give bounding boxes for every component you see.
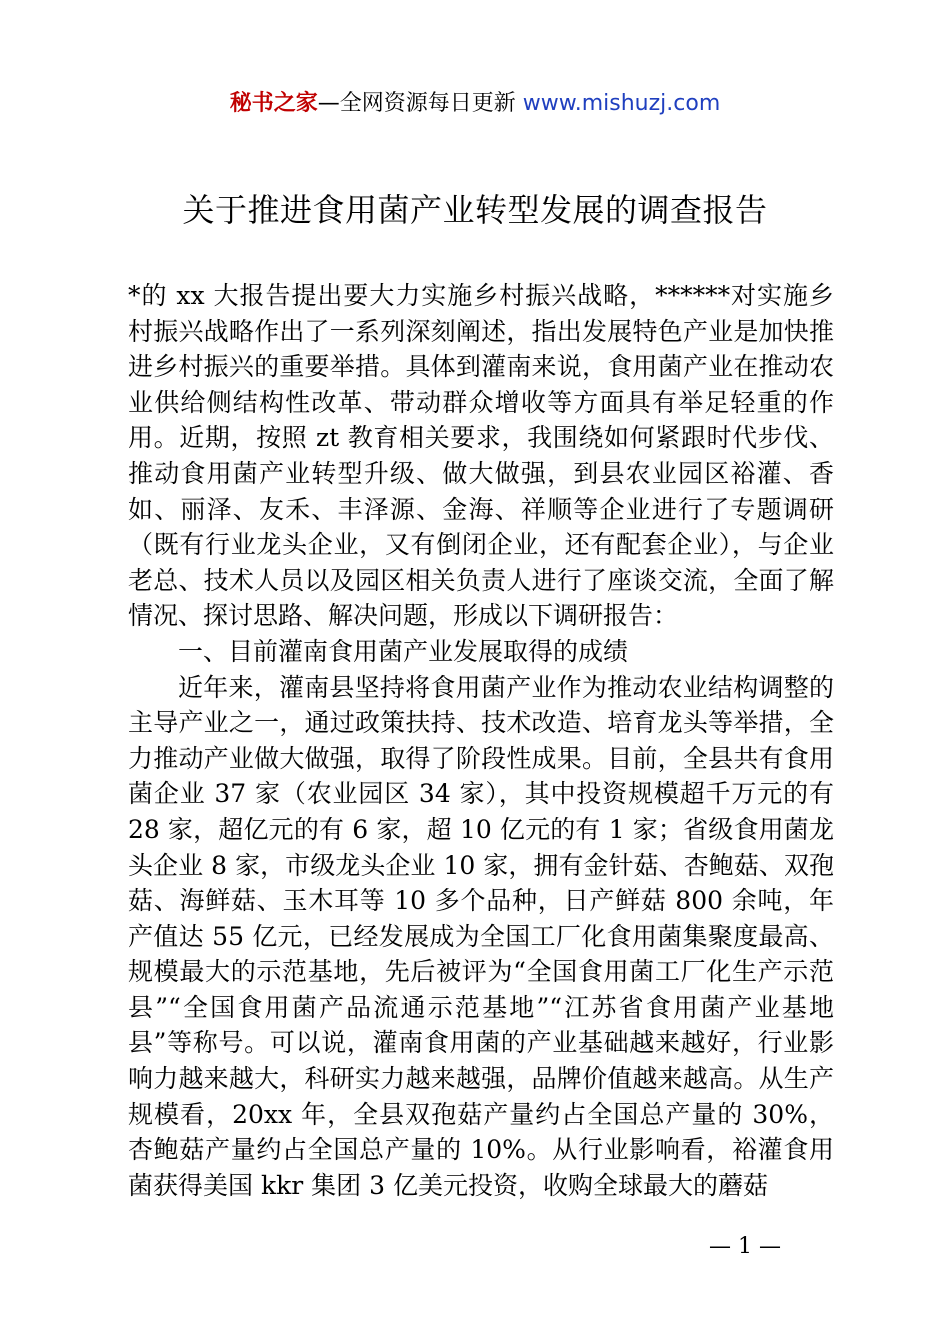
section-heading: 一、目前灌南食用菌产业发展取得的成绩 (178, 636, 629, 666)
body-paragraph: 近年来，灌南县坚持将食用菌产业作为推动农业结构调整的主导产业之一，通过政策扶持、技术改造、培育龙头等举措，全力推动产业做大做强，取得了阶段性成果。目前，全县共有食用菌企业 37 家（农业园区 34 家），其中投资规模超千万元的有 28 家，超亿元的有 6 家，超 10 亿元的有 1 家；省级食用菌龙头企业 8 家，市级龙头企业 10 家，拥有金针菇、杏鲍菇、双孢菇、海鲜菇、玉木耳等 10 多个品种，日产鲜菇 800 余吨，年产值达 55 亿元，已经发展成为全国工厂化食用菌集聚度最高、规模最大的示范基地，先后被评为“全国食用菌工厂化生产示范县”“全国食用菌产品流通示范基地”“江苏省食用菌产业基地县”等称号。可以说，灌南食用菌的产业基础越来越好，行业影响力越来越大，科研实力越来越强，品牌价值越来越高。从生产规模看，20xx 年，全县双孢菇产量约占全国总产量的 30%，杏鲍菇产量约占全国总产量的 10%。从行业影响看，裕灌食用菌获得美国 kkr 集团 3 亿美元投资，收购全球最大的蘑菇 (128, 672, 834, 1200)
site-watermark (0, 88, 950, 120)
watermark-tagline: —全网资源每日更新 (317, 91, 523, 116)
document-body (128, 278, 834, 1203)
document-title: 关于推进食用菌产业转型发展的调查报告 (182, 191, 768, 229)
page-number: — 1 — (709, 1234, 781, 1259)
watermark-url[interactable]: www.mishuzj.com (522, 91, 721, 116)
intro-paragraph: *的 xx 大报告提出要大力实施乡村振兴战略，******对实施乡村振兴战略作出了一系列深刻阐述，指出发展特色产业是加快推进乡村振兴的重要举措。具体到灌南来说，食用菌产业在推动农业供给侧结构性改革、带动群众增收等方面具有举足轻重的作用。近期，按照 zt 教育相关要求，我围绕如何紧跟时代步伐、推动食用菌产业转型升级、做大做强，到县农业园区裕灌、香如、丽泽、友禾、丰泽源、金海、祥顺等企业进行了专题调研（既有行业龙头企业，又有倒闭企业，还有配套企业），与企业老总、技术人员以及园区相关负责人进行了座谈交流，全面了解情况、探讨思路、解决问题，形成以下调研报告： (128, 281, 834, 631)
watermark-brand: 秘书之家 (229, 91, 318, 116)
